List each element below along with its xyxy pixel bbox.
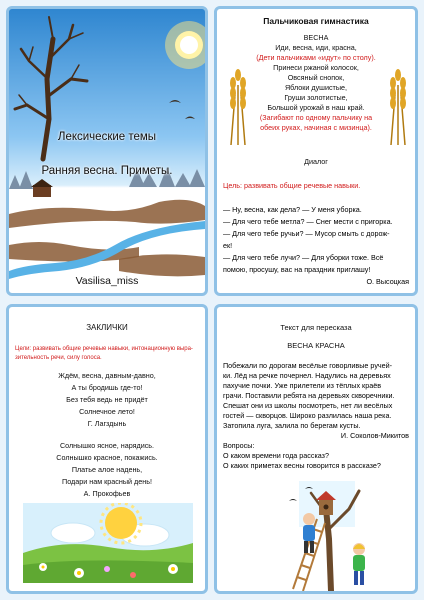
goal-line: зительность речи, силу голоса. — [15, 355, 102, 361]
dialog-line: помою, просушу, вас на праздник приглашу! — [223, 265, 371, 274]
cover-title-line2: Ранняя весна. Приметы. — [41, 165, 173, 177]
card-title: Пальчиковая гимнастика — [263, 16, 369, 26]
dialog-author: О. Высоцкая — [366, 277, 409, 286]
story-line: Затопила луга, залила по берегам кусты. — [223, 421, 361, 430]
cover-illustration — [9, 9, 205, 293]
story-title: ВЕСНА КРАСНА — [287, 341, 345, 350]
poem1-line: Ждём, весна, давным-давно, — [58, 371, 156, 380]
poem-line: Овсяный снопок, — [287, 73, 345, 82]
story-author: И. Соколов-Микитов — [340, 431, 409, 440]
wheat-right-icon — [383, 65, 413, 145]
retelling-card — [214, 304, 418, 594]
dialog-line: — Для чего тебе ручьи? — Мусор смыть с дорож- — [223, 229, 390, 238]
poem-line: обеих руках, начиная с мизинца). — [260, 123, 372, 132]
poem-line: Груши золотистые, — [284, 93, 348, 102]
poem1-line: Без тебя ведь не придёт — [66, 395, 148, 404]
dialog-line: — Ну, весна, как дела? — У меня уборка. — [223, 205, 362, 214]
dialog-goal: Цель: развивать общие речевые навыки. — [223, 181, 361, 190]
poem2-line: Солнышко ясное, нарядись. — [59, 441, 155, 450]
poem-line: Яблоки душистые, — [284, 83, 348, 92]
cover-author: Vasilisa_miss — [75, 275, 139, 287]
story-line: Побежали по дорогам весёлые говорливые ручей- — [223, 361, 393, 370]
story-line: Спешат они из школы посмотреть, нет ли весёлых — [223, 401, 393, 410]
poem2-author: А. Прокофьев — [83, 489, 131, 498]
story-line: ки. Лёд на речке почернел. Надулись на деревьях — [223, 371, 391, 380]
birds-icon — [169, 100, 195, 119]
cover-title-line1: Лексические темы — [57, 131, 157, 143]
children-birdhouse-illustration — [259, 479, 379, 591]
dialog-line: — Для чего тебе лучи? — Для уборки тоже. Всё — [223, 253, 384, 262]
question-item: О каких приметах весны говорится в рассказе? — [223, 461, 381, 470]
wheat-left-icon — [223, 65, 253, 145]
poem1-line: А ты бродишь где-то! — [71, 383, 143, 392]
poem2-line: Солнышко красное, покажись. — [56, 453, 158, 462]
questions-title: Вопросы: — [223, 441, 255, 450]
poem-line: (Загибают по одному пальчику на — [259, 113, 373, 122]
card-title: ЗАКЛИЧКИ — [86, 323, 128, 332]
poem-line: Принеси ржаной колосок, — [273, 63, 359, 72]
child-on-ladder-icon — [303, 513, 315, 553]
sun-icon — [165, 21, 205, 69]
child-standing-icon — [353, 543, 365, 585]
cover-card — [6, 6, 208, 296]
goal-line: Цели: развивать общие речевые навыки, интонационную выра- — [15, 346, 193, 352]
poem-line: Большой урожай в наш край. — [267, 103, 365, 112]
poem1-line: Солнечное лето! — [79, 407, 135, 416]
chants-card — [6, 304, 208, 594]
dialog-title: Диалог — [304, 157, 328, 166]
card-title: Текст для пересказа — [280, 323, 352, 332]
poem2-line: Платье алое надень, — [71, 465, 143, 474]
poem2-line: Подари нам красный день! — [62, 477, 152, 486]
finger-gymnastics-card — [214, 6, 418, 296]
question-item: О каком времени года рассказ? — [223, 451, 329, 460]
poem-line: Иди, весна, иди, красна, — [275, 43, 357, 52]
dialog-line: ек! — [223, 241, 233, 250]
story-line: пахучие почки. Уже прилетели из тёплых краёв — [223, 381, 382, 390]
poem1-author: Г. Лагздынь — [87, 419, 127, 428]
story-line: гостей — скворцов. Широко разлилась наша река. — [223, 411, 392, 420]
spring-meadow-illustration — [23, 503, 193, 583]
story-line: грачи. Поставили ребята на деревьях скворечники. — [223, 391, 395, 400]
poem-line: (Дети пальчиками «идут» по столу). — [256, 53, 376, 62]
poem-title: ВЕСНА — [303, 33, 329, 42]
house-icon — [31, 179, 53, 197]
dialog-line: — Для чего тебе метла? — Снег мести с пригорка. — [223, 217, 393, 226]
